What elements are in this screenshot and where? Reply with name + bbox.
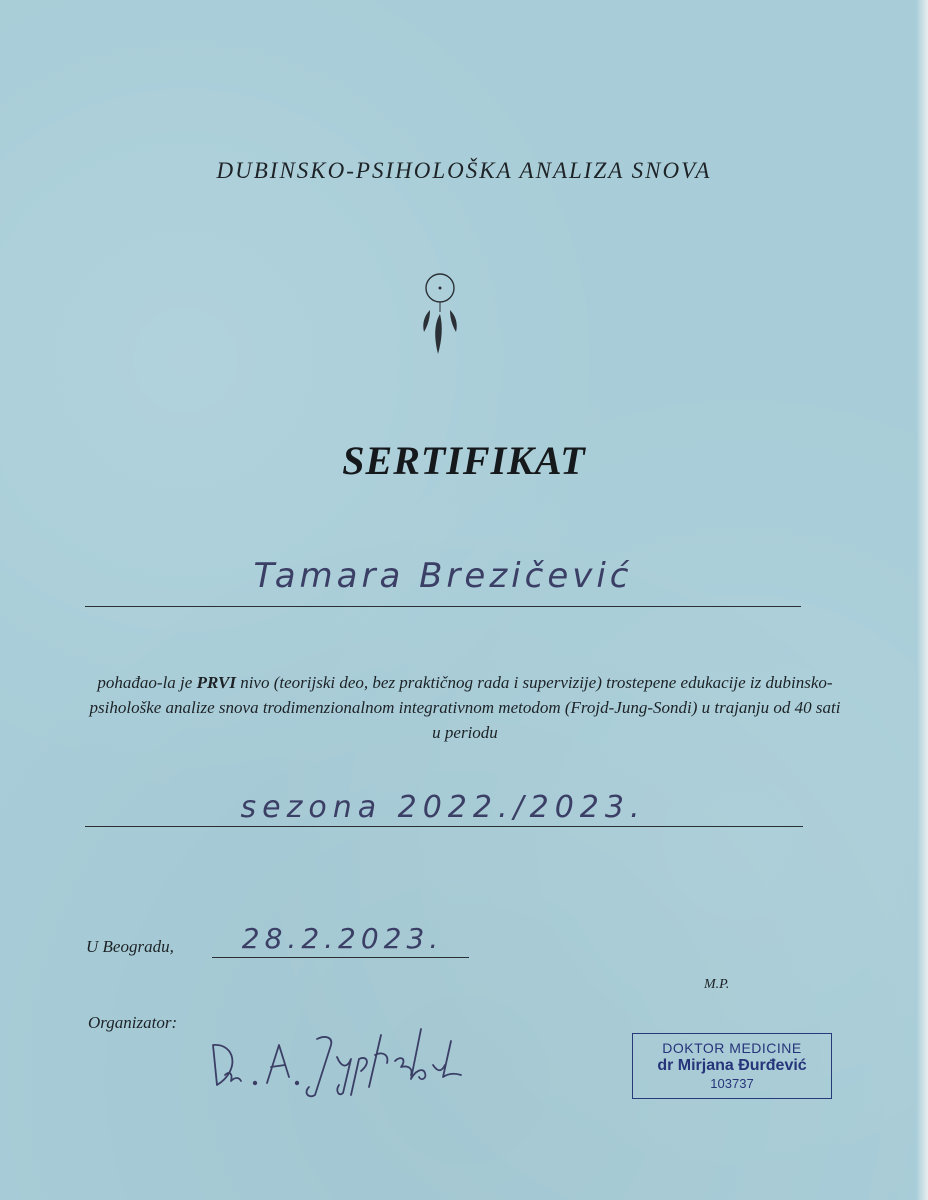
certificate-body <box>85 670 845 745</box>
name-underline <box>85 606 801 607</box>
stamp-line-2: dr Mirjana Đurđević <box>657 1057 807 1074</box>
dreamcatcher-icon <box>400 262 480 362</box>
body-part1: pohađao-la je <box>97 673 193 692</box>
period-underline <box>85 826 803 827</box>
stamp-line-3: 103737 <box>710 1076 754 1091</box>
body-level: PRVI <box>196 673 236 692</box>
place-label: U Beogradu, <box>86 937 174 956</box>
certificate-header: DUBINSKO-PSIHOLOŠKA ANALIZA SNOVA <box>216 158 712 183</box>
doctor-stamp <box>632 1033 832 1099</box>
organizer-label: Organizator: <box>88 1013 178 1032</box>
education-period: sezona 2022./2023. <box>240 790 646 825</box>
handwritten-signature <box>205 1015 495 1100</box>
date-underline <box>212 957 469 958</box>
certificate-title: SERTIFIKAT <box>342 438 586 483</box>
body-part2: nivo (teorijski deo, bez praktičnog rada i supervizije) trostepene edukacije iz dubinsko-psihološke analize snova trodimenzionalnom integrativnom metodom (Frojd-Jung-Sondi) u trajanju od 40 sati u periodu <box>89 673 841 742</box>
issue-date: 28.2.2023. <box>241 922 444 955</box>
recipient-name: Tamara Brezičević <box>253 556 633 596</box>
mp-label: M.P. <box>704 977 730 992</box>
stamp-line-1: DOKTOR MEDICINE <box>662 1040 802 1056</box>
